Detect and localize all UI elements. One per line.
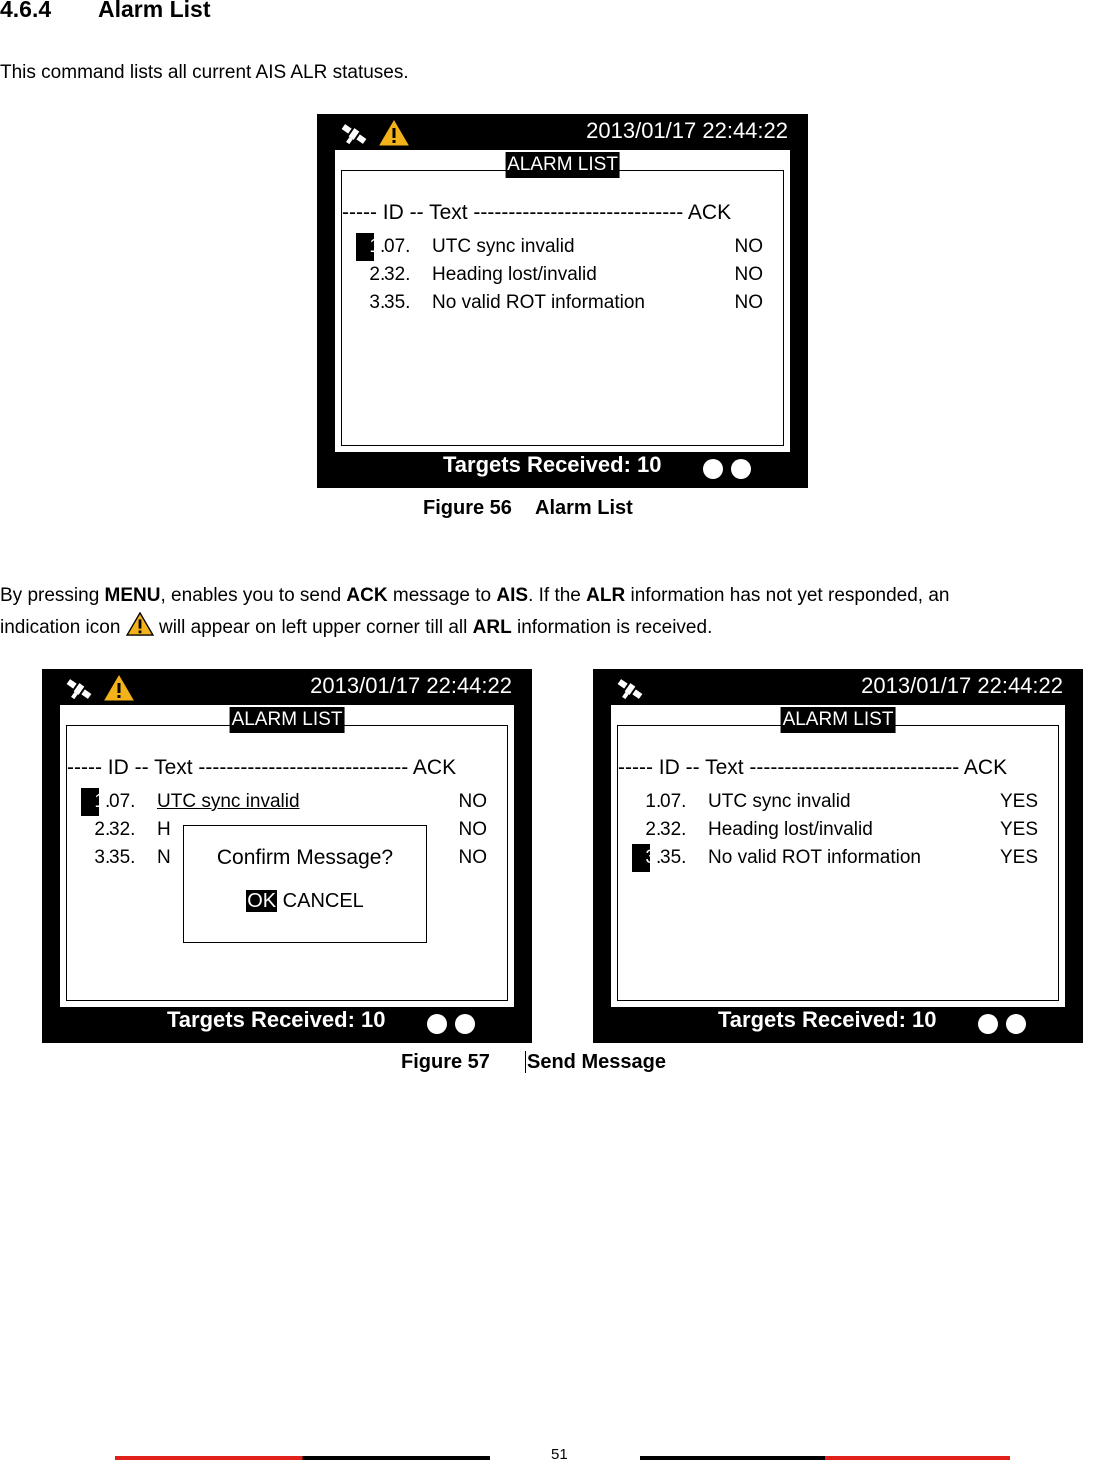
alarm-id: 07. bbox=[660, 791, 687, 812]
intro-paragraph: This command lists all current AIS ALR statuses. bbox=[0, 62, 409, 83]
alarm-id: 32. bbox=[660, 819, 687, 840]
alarm-list-screen bbox=[317, 114, 808, 488]
status-light-icon bbox=[427, 1014, 447, 1034]
clock: 2013/01/17 22:44:22 bbox=[861, 673, 1063, 698]
dialog-question: Confirm Message? bbox=[216, 846, 394, 869]
row-index: 1 bbox=[81, 788, 105, 816]
alarm-row[interactable]: 1 . 07. UTC sync invalid YES bbox=[618, 788, 1058, 816]
alarm-text: H bbox=[157, 819, 171, 840]
status-bar bbox=[42, 1007, 532, 1039]
satellite-icon bbox=[613, 675, 647, 703]
targets-received: Targets Received: 10 bbox=[718, 1007, 937, 1032]
row-index: 3 bbox=[94, 847, 105, 868]
status-light-icon bbox=[978, 1014, 998, 1034]
alarm-rows bbox=[342, 233, 783, 317]
confirm-message-screen bbox=[42, 669, 532, 1043]
alarm-row[interactable]: 3 . 35. No valid ROT information NO bbox=[342, 289, 783, 317]
alarm-list-box bbox=[341, 170, 784, 446]
alarm-row[interactable]: 2 . 32. Heading lost/invalid NO bbox=[342, 261, 783, 289]
screen-title: ALARM LIST bbox=[230, 707, 345, 733]
alarm-ack: NO bbox=[458, 847, 487, 868]
clock: 2013/01/17 22:44:22 bbox=[310, 673, 512, 698]
figure-title: Alarm List bbox=[535, 497, 633, 519]
status-light-icon bbox=[731, 459, 751, 479]
alarm-text: UTC sync invalid bbox=[157, 791, 300, 812]
alarm-ack: NO bbox=[458, 791, 487, 812]
alarm-text: No valid ROT information bbox=[432, 292, 645, 313]
list-header: ----- ID -- Text ------------------------------ ACK bbox=[342, 201, 732, 224]
row-index: 1 bbox=[356, 233, 380, 261]
body-paragraph-line2: indication icon will appear on left upper corner till all ARL information is received. bbox=[0, 612, 712, 644]
status-bar bbox=[593, 1007, 1083, 1039]
acknowledged-alarm-screen bbox=[593, 669, 1083, 1043]
satellite-icon bbox=[62, 675, 96, 703]
alarm-id: 35. bbox=[109, 847, 136, 868]
status-light-icon bbox=[703, 459, 723, 479]
alarm-row[interactable]: 2 . 32. H NO bbox=[67, 816, 507, 844]
alarm-text: Heading lost/invalid bbox=[432, 264, 597, 285]
alarm-panel bbox=[611, 705, 1065, 1007]
figure-number: Figure 57 bbox=[401, 1051, 490, 1073]
alarm-ack: NO bbox=[458, 819, 487, 840]
alarm-ack: NO bbox=[734, 292, 763, 313]
alarm-id: 35. bbox=[384, 292, 411, 313]
alarm-panel bbox=[60, 705, 514, 1007]
alarm-rows bbox=[618, 788, 1058, 872]
targets-received: Targets Received: 10 bbox=[167, 1007, 386, 1032]
alarm-panel bbox=[335, 150, 790, 452]
alarm-row[interactable]: 1 . 07. UTC sync invalid NO bbox=[67, 788, 507, 816]
alarm-id: 32. bbox=[384, 264, 411, 285]
status-bar bbox=[317, 452, 808, 484]
list-header: ----- ID -- Text ------------------------------ ACK bbox=[67, 756, 457, 779]
alarm-row[interactable]: 3 . 35. N NO bbox=[67, 844, 507, 872]
alarm-id: 32. bbox=[109, 819, 136, 840]
section-heading bbox=[0, 0, 210, 23]
ok-button[interactable]: OK bbox=[247, 890, 277, 912]
alarm-ack: YES bbox=[999, 819, 1038, 840]
figure-57-caption bbox=[401, 1051, 666, 1074]
alarm-ack: NO bbox=[734, 236, 763, 257]
status-light-icon bbox=[1006, 1014, 1026, 1034]
row-index: 2 bbox=[94, 819, 105, 840]
row-index: 2 bbox=[645, 819, 656, 840]
footer-rule-right bbox=[640, 1456, 1010, 1460]
row-index: 3 bbox=[369, 292, 380, 313]
alarm-text: N bbox=[157, 847, 171, 868]
confirm-dialog bbox=[183, 825, 427, 943]
alarm-ack: YES bbox=[999, 847, 1038, 868]
alarm-ack: YES bbox=[999, 791, 1038, 812]
figure-56-caption bbox=[423, 497, 633, 520]
status-light-icon bbox=[455, 1014, 475, 1034]
alarm-id: 07. bbox=[109, 791, 136, 812]
footer-rule-left bbox=[115, 1456, 490, 1460]
alarm-text: Heading lost/invalid bbox=[708, 819, 873, 840]
section-title: Alarm List bbox=[98, 0, 211, 22]
warning-icon bbox=[104, 675, 134, 701]
alarm-id: 07. bbox=[384, 236, 411, 257]
cancel-button[interactable]: CANCEL bbox=[282, 890, 364, 912]
warning-icon bbox=[126, 612, 154, 636]
alarm-row[interactable]: 2 . 32. Heading lost/invalid YES bbox=[618, 816, 1058, 844]
list-header: ----- ID -- Text ------------------------------ ACK bbox=[618, 756, 1008, 779]
targets-received: Targets Received: 10 bbox=[443, 452, 662, 477]
alarm-text: UTC sync invalid bbox=[708, 791, 851, 812]
screen-title: ALARM LIST bbox=[505, 152, 620, 178]
section-number: 4.6.4 bbox=[0, 0, 52, 22]
row-index: 3 bbox=[632, 844, 656, 872]
warning-icon bbox=[379, 120, 409, 146]
alarm-text: No valid ROT information bbox=[708, 847, 921, 868]
alarm-text: UTC sync invalid bbox=[432, 236, 575, 257]
row-index: 2 bbox=[369, 264, 380, 285]
alarm-list-box bbox=[617, 725, 1059, 1001]
row-index: 1 bbox=[645, 791, 656, 812]
alarm-ack: NO bbox=[734, 264, 763, 285]
alarm-row[interactable]: 1 . 07. UTC sync invalid NO bbox=[342, 233, 783, 261]
alarm-id: 35. bbox=[660, 847, 687, 868]
satellite-icon bbox=[337, 120, 371, 148]
figure-number: Figure 56 bbox=[423, 497, 512, 519]
body-paragraph-line1: By pressing MENU, enables you to send ACK message to AIS. If the ALR information has not yet responded, an bbox=[0, 585, 950, 606]
dialog-buttons bbox=[184, 890, 426, 913]
page-number: 51 bbox=[551, 1446, 568, 1463]
clock: 2013/01/17 22:44:22 bbox=[586, 118, 788, 143]
alarm-row[interactable]: 3 . 35. No valid ROT information YES bbox=[618, 844, 1058, 872]
screen-title: ALARM LIST bbox=[781, 707, 896, 733]
figure-title: Send Message bbox=[527, 1051, 666, 1073]
